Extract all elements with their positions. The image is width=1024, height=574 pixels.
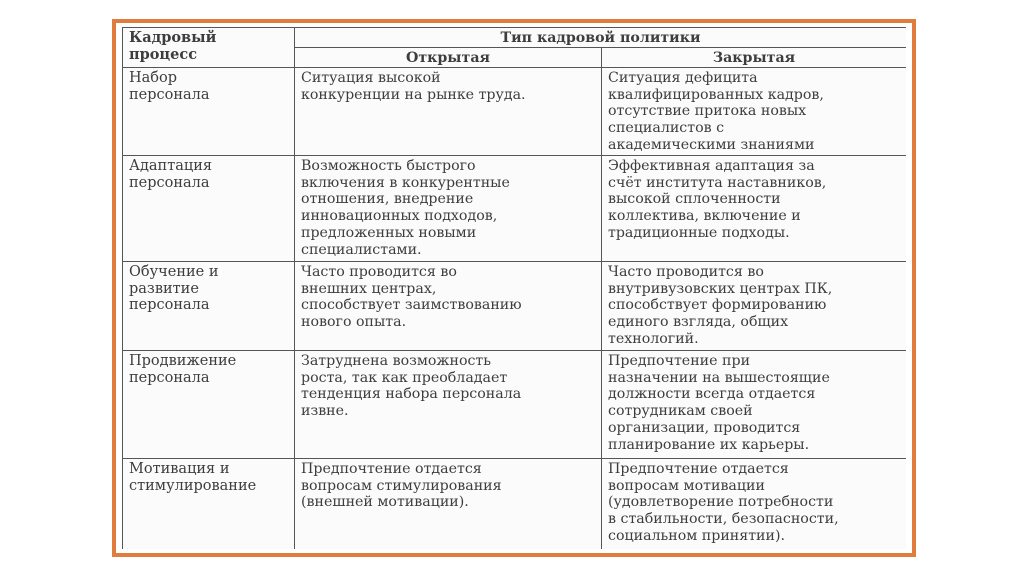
header-row-1 bbox=[123, 28, 907, 48]
row-closed-motivation: Предпочтение отдается вопросам мотивации (удовлетворение потребности в стабильности, безопасности, социальном принятии). bbox=[602, 458, 907, 549]
row-process-training: Обучение и развитие персонала bbox=[123, 261, 295, 350]
row-closed-recruitment: Ситуация дефицита квалифицированных кадров, отсутствие притока новых специалистов с академическими знаниями bbox=[602, 67, 907, 155]
row-open-adaptation: Возможность быстрого включения в конкурентные отношения, внедрение инновационных подходов, предложенных новыми специалистами. bbox=[295, 155, 602, 261]
document-table-image bbox=[122, 27, 906, 549]
row-process-recruitment: Набор персонала bbox=[123, 67, 295, 155]
table-row bbox=[123, 458, 907, 549]
row-process-adaptation: Адаптация персонала bbox=[123, 155, 295, 261]
row-process-promotion: Продвижение персонала bbox=[123, 350, 295, 458]
row-open-training: Часто проводится во внешних центрах, способствует заимствованию нового опыта. bbox=[295, 261, 602, 350]
slide-frame bbox=[112, 19, 916, 557]
table-row bbox=[123, 67, 907, 155]
table-row bbox=[123, 155, 907, 261]
header-closed: Закрытая bbox=[602, 47, 907, 67]
hr-policy-table bbox=[122, 27, 906, 549]
header-process: Кадровый процесс bbox=[123, 28, 295, 68]
row-closed-training: Часто проводится во внутривузовских центрах ПК, способствует формированию единого взгляда, общих технологий. bbox=[602, 261, 907, 350]
row-open-motivation: Предпочтение отдается вопросам стимулирования (внешней мотивации). bbox=[295, 458, 602, 549]
table-row bbox=[123, 261, 907, 350]
row-closed-adaptation: Эффективная адаптация за счёт института наставников, высокой сплоченности коллектива, включение и традиционные подходы. bbox=[602, 155, 907, 261]
table-row bbox=[123, 350, 907, 458]
row-open-recruitment: Ситуация высокой конкуренции на рынке труда. bbox=[295, 67, 602, 155]
header-policy-type: Тип кадровой политики bbox=[295, 28, 907, 48]
row-closed-promotion: Предпочтение при назначении на вышестоящие должности всегда отдается сотрудникам своей организации, проводится планирование их карьеры. bbox=[602, 350, 907, 458]
row-open-promotion: Затруднена возможность роста, так как преобладает тенденция набора персонала извне. bbox=[295, 350, 602, 458]
row-process-motivation: Мотивация и стимулирование bbox=[123, 458, 295, 549]
header-open: Открытая bbox=[295, 47, 602, 67]
